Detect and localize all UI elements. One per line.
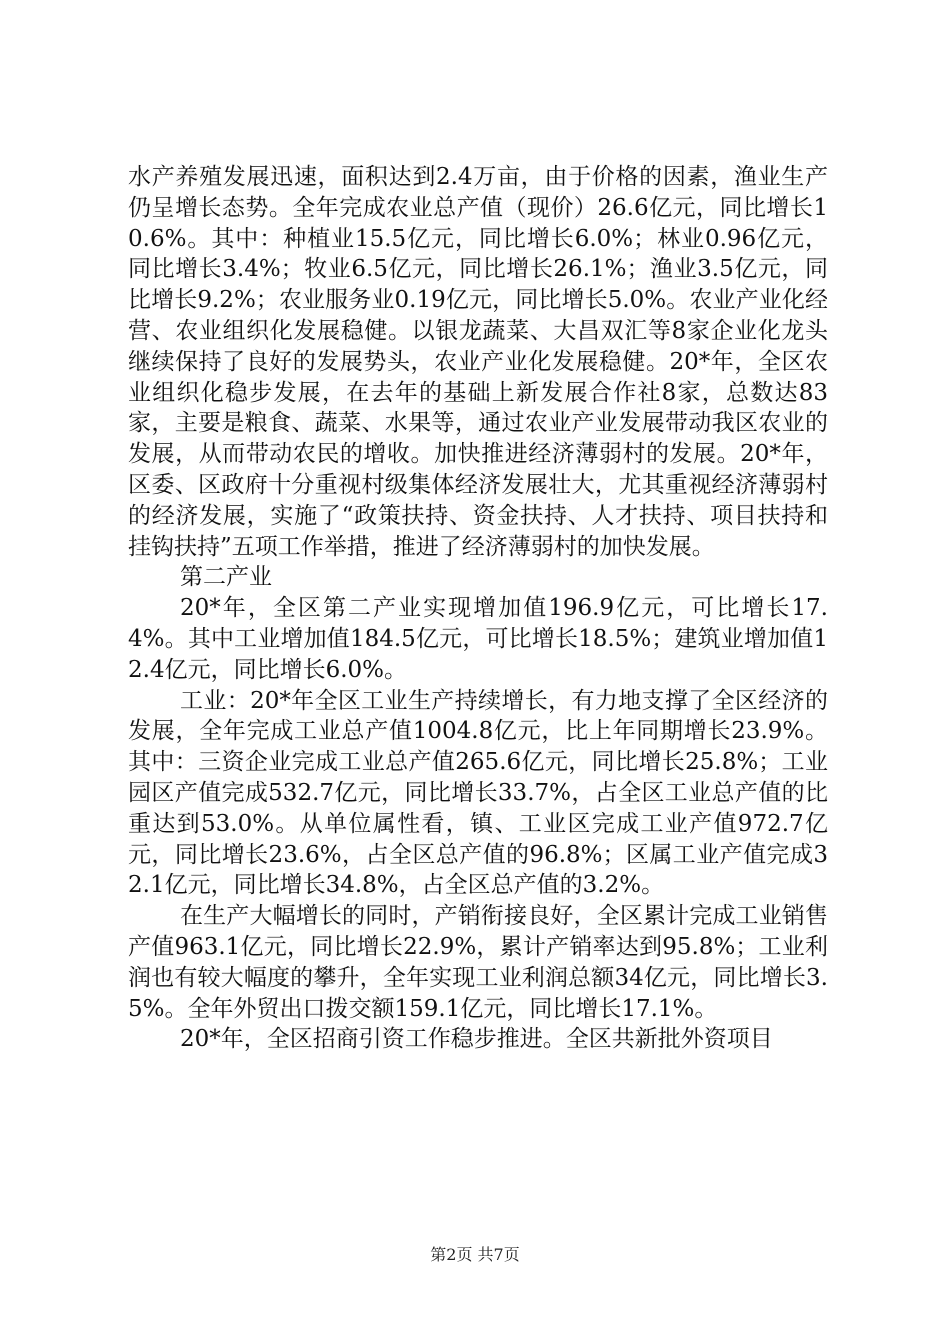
paragraph-investment: 20*年，全区招商引资工作稳步推进。全区共新批外资项目	[180, 1026, 773, 1053]
section-heading-secondary-industry: 第二产业	[180, 564, 272, 591]
paragraph-industry: 工业：20*年全区工业生产持续增长，有力地支撑了全区经济的发展，全年完成工业总产值1004.8亿元，比上年同期增长23.9%。其中：三资企业完成工业总产值265.6亿元，同比增长25.8%；工业园区产值完成532.7亿元，同比增长33.7%，占全区工业总产值的比重达到53.0%。从单位属性看，镇、工业区完成工业产值972.7亿元，同比增长23.6%，占全区总产值的96.8%；区属工业产值完成32.1亿元，同比增长34.8%，占全区总产值的3.2%。	[128, 687, 828, 899]
paragraph-agriculture-continued: 水产养殖发展迅速，面积达到2.4万亩，由于价格的因素，渔业生产仍呈增长态势。全年完成农业总产值（现价）26.6亿元，同比增长10.6%。其中：种植业15.5亿元，同比增长6.0%；林业0.96亿元，同比增长3.4%；牧业6.5亿元，同比增长26.1%；渔业3.5亿元，同比增长9.2%；农业服务业0.19亿元，同比增长5.0%。农业产业化经营、农业组织化发展稳健。以银龙蔬菜、大昌双汇等8家企业化龙头继续保持了良好的发展势头，农业产业化发展稳健。20*年，全区农业组织化稳步发展，在去年的基础上新发展合作社8家，总数达83家，主要是粮食、蔬菜、水果等，通过农业产业发展带动我区农业的发展，从而带动农民的增收。加快推进经济薄弱村的发展。20*年，区委、区政府十分重视村级集体经济发展壮大，尤其重视经济薄弱村的经济发展，实施了“政策扶持、资金扶持、人才扶持、项目扶持和挂钩扶持”五项工作举措，推进了经济薄弱村的加快发展。	[128, 164, 828, 560]
paragraph-sales: 在生产大幅增长的同时，产销衔接良好，全区累计完成工业销售产值963.1亿元，同比增长22.9%，累计产销率达到95.8%；工业利润也有较大幅度的攀升，全年实现工业利润总额34亿元，同比增长3.5%。全年外贸出口拨交额159.1亿元，同比增长17.1%。	[128, 903, 828, 1022]
document-body	[128, 162, 828, 1055]
page-number-footer: 第2页 共7页	[430, 1245, 520, 1264]
paragraph-secondary-summary: 20*年，全区第二产业实现增加值196.9亿元，可比增长17.4%。其中工业增加值184.5亿元，可比增长18.5%；建筑业增加值12.4亿元，同比增长6.0%。	[128, 595, 828, 683]
